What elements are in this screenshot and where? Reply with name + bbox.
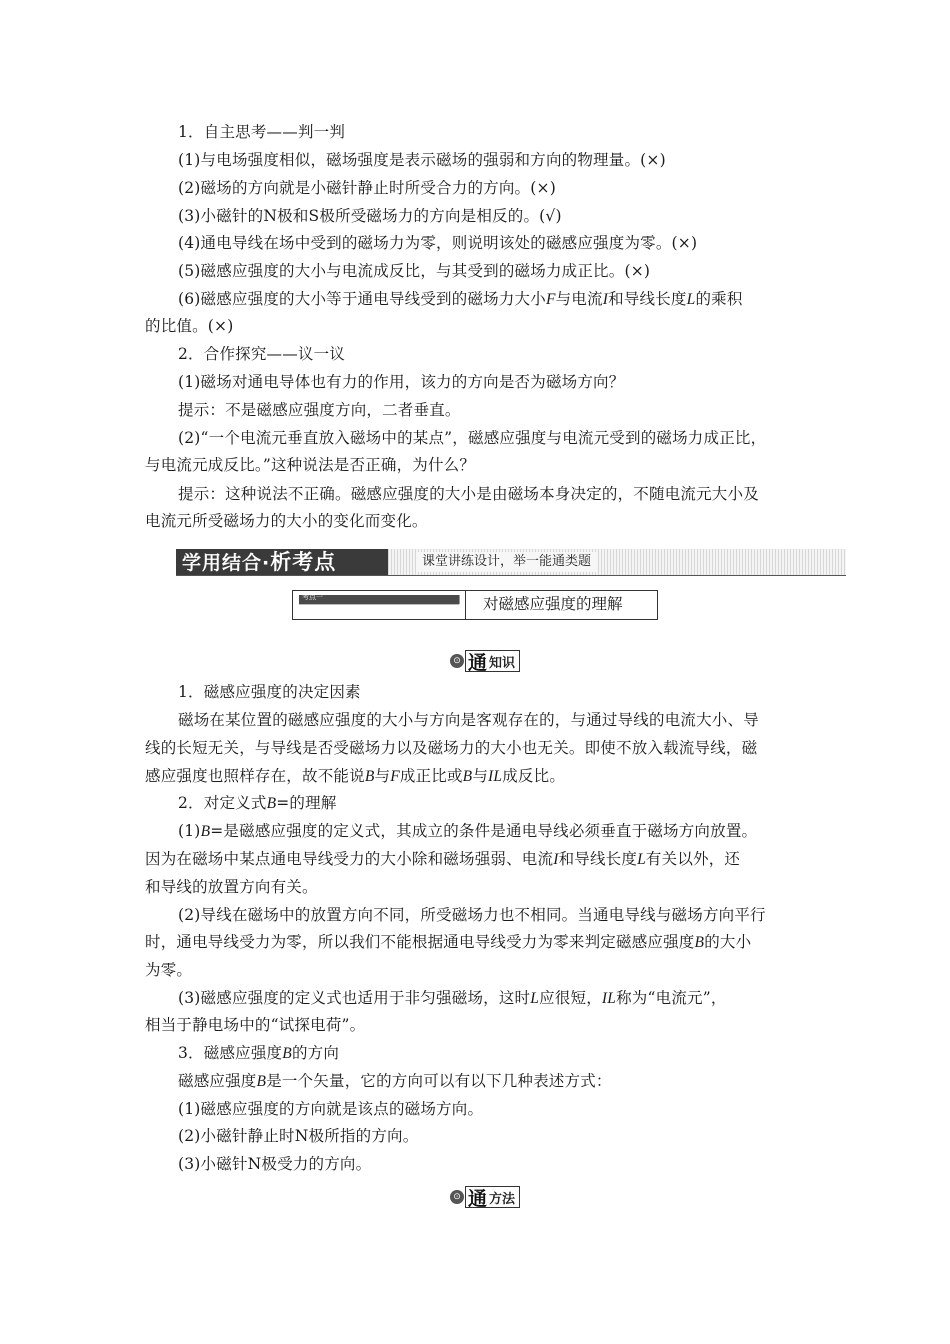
knowledge-header xyxy=(450,650,520,672)
k3-item-3: (3)小磁针N极受力的方向。 xyxy=(178,1155,372,1173)
k3-intro: 磁感应强度B是一个矢量，它的方向可以有以下几种表述方式： xyxy=(178,1072,612,1090)
discuss-a2-line2: 电流元所受磁场力的大小的变化而变化。 xyxy=(145,512,428,530)
k1-line3: 感应强度也照样存在，故不能说B与F成正比或B与IL成反比。 xyxy=(145,767,566,785)
section1-heading: 1．自主思考——判一判 xyxy=(178,123,346,141)
kaodian-box xyxy=(292,590,658,620)
judge-item-4: (4)通电导线在场中受到的磁场力为零，则说明该处的磁感应强度为零。(×) xyxy=(178,234,698,252)
method-header-box: 通 方法 xyxy=(465,1186,520,1208)
k3-heading: 3．磁感应强度B的方向 xyxy=(178,1044,340,1062)
discuss-q2-line1: (2)“一个电流元垂直放入磁场中的某点”，磁感应强度与电流元受到的磁场力成正比， xyxy=(178,429,767,447)
kaodian-divider xyxy=(465,591,466,619)
k1-line2: 线的长短无关，与导线是否受磁场力以及磁场力的大小也无关。即使不放入载流导线，磁 xyxy=(145,739,758,757)
k2-p2-line3: 为零。 xyxy=(145,961,193,979)
k3-item-2: (2)小磁针静止时N极所指的方向。 xyxy=(178,1127,419,1145)
kaodian-tag-line xyxy=(299,604,459,605)
judge-item-3: (3)小磁针的N极和S极所受磁场力的方向是相反的。(√) xyxy=(178,207,562,225)
k2-p2-line1: (2)导线在磁场中的放置方向不同，所受磁场力也不相同。当通电导线与磁场方向平行 xyxy=(178,906,766,924)
banner-subtitle: 课堂讲练设计，举一能通类题 xyxy=(416,552,597,572)
discuss-q2-line2: 与电流元成反比。”这种说法是否正确，为什么？ xyxy=(145,456,476,474)
k3-item-1: (1)磁感应强度的方向就是该点的磁场方向。 xyxy=(178,1100,484,1118)
judge-item-6-cont: 的比值。(×) xyxy=(145,317,234,335)
knowledge-marker-icon: ⊙ xyxy=(450,654,464,668)
k2-p1-line3: 和导线的放置方向有关。 xyxy=(145,878,318,896)
judge-item-2: (2)磁场的方向就是小磁针静止时所受合力的方向。(×) xyxy=(178,179,556,197)
method-marker-icon: ⊙ xyxy=(450,1190,464,1204)
k2-p1-line2: 因为在磁场中某点通电导线受力的大小除和磁场强弱、电流I和导线长度L有关以外，还 xyxy=(145,850,741,868)
discuss-a2-line1: 提示：这种说法不正确。磁感应强度的大小是由磁场本身决定的，不随电流元大小及 xyxy=(178,485,759,503)
section-banner xyxy=(176,549,846,577)
k1-heading: 1．磁感应强度的决定因素 xyxy=(178,683,361,701)
kaodian-tag: 考点一 xyxy=(299,595,460,604)
k2-p1-line1: (1)B=是磁感应强度的定义式，其成立的条件是通电导线必须垂直于磁场方向放置。 xyxy=(178,822,758,840)
knowledge-header-box: 通 知识 xyxy=(465,650,520,672)
k2-heading: 2．对定义式B=的理解 xyxy=(178,794,337,812)
k2-p3-line2: 相当于静电场中的“试探电荷”。 xyxy=(145,1016,366,1034)
banner-title: 学用结合·析考点 xyxy=(176,549,388,575)
judge-item-5: (5)磁感应强度的大小与电流成反比，与其受到的磁场力成正比。(×) xyxy=(178,262,651,280)
kaodian-title: 对磁感应强度的理解 xyxy=(483,595,623,613)
section2-heading: 2．合作探究——议一议 xyxy=(178,345,346,363)
judge-item-1: (1)与电场强度相似，磁场强度是表示磁场的强弱和方向的物理量。(×) xyxy=(178,151,666,169)
banner-rule xyxy=(176,575,846,576)
discuss-q1: (1)磁场对通电导体也有力的作用，该力的方向是否为磁场方向？ xyxy=(178,373,625,391)
k2-p2-line2: 时，通电导线受力为零，所以我们不能根据通电导线受力为零来判定磁感应强度B的大小 xyxy=(145,933,752,951)
judge-item-6: (6)磁感应强度的大小等于通电导线受到的磁场力大小F与电流I和导线长度L的乘积 xyxy=(178,290,743,308)
method-header xyxy=(450,1186,520,1208)
k2-p3-line1: (3)磁感应强度的定义式也适用于非匀强磁场，这时L应很短，IL称为“电流元”， xyxy=(178,989,727,1007)
discuss-a1: 提示：不是磁感应强度方向，二者垂直。 xyxy=(178,401,461,419)
k1-line1: 磁场在某位置的磁感应强度的大小与方向是客观存在的，与通过导线的电流大小、导 xyxy=(178,711,759,729)
